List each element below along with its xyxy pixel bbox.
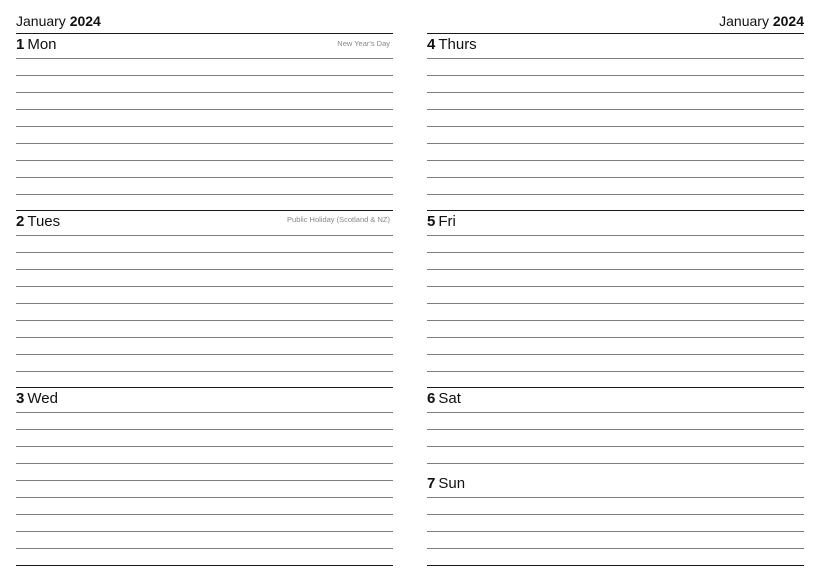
day-name: Fri <box>438 213 456 230</box>
day-number: 1 <box>16 36 25 53</box>
writing-line <box>427 143 804 144</box>
page-bottom-rule <box>16 565 393 566</box>
month-label: January <box>16 13 66 29</box>
writing-line <box>427 303 804 304</box>
holiday-note: Public Holiday (Scotland & NZ) <box>287 215 390 224</box>
writing-line <box>16 177 393 178</box>
writing-line <box>427 320 804 321</box>
writing-line <box>427 126 804 127</box>
day-divider <box>427 387 804 388</box>
writing-line <box>16 354 393 355</box>
writing-line <box>16 75 393 76</box>
writing-line <box>16 235 393 236</box>
writing-line <box>16 446 393 447</box>
writing-line <box>16 126 393 127</box>
writing-line <box>16 269 393 270</box>
writing-line <box>427 429 804 430</box>
writing-line <box>16 371 393 372</box>
day-title-sun <box>427 475 465 493</box>
writing-line <box>427 286 804 287</box>
day-divider <box>16 33 393 34</box>
day-name: Sat <box>438 390 461 407</box>
writing-line <box>427 412 804 413</box>
day-name: Tues <box>27 213 61 230</box>
page-bottom-rule <box>427 565 804 566</box>
writing-line <box>427 497 804 498</box>
writing-line <box>427 514 804 515</box>
writing-line <box>16 143 393 144</box>
writing-line <box>427 109 804 110</box>
writing-line <box>427 194 804 195</box>
day-number: 3 <box>16 390 25 407</box>
writing-line <box>427 463 804 464</box>
day-divider <box>16 210 393 211</box>
day-name: Wed <box>27 390 58 407</box>
month-header <box>16 12 101 30</box>
day-number: 4 <box>427 36 436 53</box>
day-title-wed <box>16 390 58 408</box>
writing-line <box>16 252 393 253</box>
writing-line <box>16 531 393 532</box>
writing-line <box>16 286 393 287</box>
writing-line <box>16 160 393 161</box>
writing-line <box>16 548 393 549</box>
day-number: 2 <box>16 213 25 230</box>
day-title-fri <box>427 213 456 231</box>
writing-line <box>16 463 393 464</box>
writing-line <box>16 194 393 195</box>
writing-line <box>16 320 393 321</box>
day-name: Sun <box>438 475 466 492</box>
writing-line <box>16 58 393 59</box>
writing-line <box>427 177 804 178</box>
writing-line <box>16 337 393 338</box>
day-title-thurs <box>427 36 477 54</box>
writing-line <box>16 303 393 304</box>
day-divider <box>16 387 393 388</box>
writing-line <box>427 75 804 76</box>
writing-line <box>427 548 804 549</box>
writing-line <box>427 252 804 253</box>
day-title-tues <box>16 213 60 231</box>
day-divider <box>427 210 804 211</box>
left-page <box>16 0 393 582</box>
day-title-mon <box>16 36 57 54</box>
writing-line <box>427 92 804 93</box>
writing-line <box>427 446 804 447</box>
year-label: 2024 <box>69 13 101 29</box>
writing-line <box>16 480 393 481</box>
writing-line <box>427 354 804 355</box>
writing-line <box>16 514 393 515</box>
writing-line <box>16 92 393 93</box>
day-name: Mon <box>27 36 57 53</box>
day-name: Thurs <box>438 36 477 53</box>
writing-line <box>16 109 393 110</box>
right-page <box>427 0 804 582</box>
writing-line <box>427 58 804 59</box>
writing-line <box>427 235 804 236</box>
writing-line <box>16 497 393 498</box>
writing-line <box>427 269 804 270</box>
writing-line <box>16 412 393 413</box>
year-label: 2024 <box>772 13 804 29</box>
day-divider <box>427 33 804 34</box>
month-header <box>719 12 804 30</box>
day-title-sat <box>427 390 461 408</box>
holiday-note: New Year's Day <box>337 39 390 48</box>
writing-line <box>16 429 393 430</box>
day-number: 5 <box>427 213 436 230</box>
day-number: 7 <box>427 475 436 492</box>
writing-line <box>427 371 804 372</box>
day-number: 6 <box>427 390 436 407</box>
month-label: January <box>719 13 769 29</box>
writing-line <box>427 337 804 338</box>
writing-line <box>427 160 804 161</box>
writing-line <box>427 531 804 532</box>
